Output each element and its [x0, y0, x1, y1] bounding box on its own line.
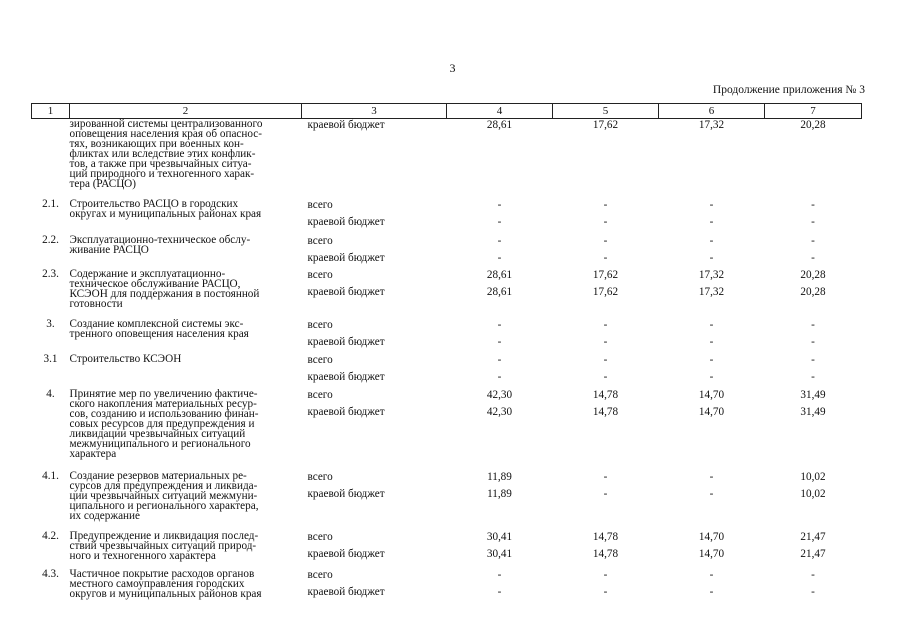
- row-number: 4.2.: [42, 529, 59, 542]
- row-name: [70, 199, 302, 235]
- table-row: [32, 269, 862, 319]
- value-cell-v7: [765, 354, 862, 389]
- value: -: [497, 198, 502, 211]
- value-cell-v5: [553, 235, 659, 269]
- row-number: 2.2.: [42, 233, 59, 246]
- funding-source: краевой бюджет: [307, 285, 385, 298]
- value-cell-v7: [765, 389, 862, 471]
- row-sources: [302, 471, 447, 531]
- row-number: 2.1.: [42, 197, 59, 210]
- value: 14,70: [698, 547, 725, 560]
- row-name: [70, 119, 302, 199]
- value-cell-v4: [447, 569, 553, 609]
- value: 17,62: [592, 119, 619, 131]
- value: -: [811, 568, 815, 581]
- value-cell-v5: [553, 531, 659, 569]
- value-cell-v5: [553, 319, 659, 354]
- value-cell-v7: [765, 269, 862, 319]
- value: 14,78: [592, 388, 619, 401]
- value: -: [497, 234, 502, 247]
- value-cell-v4: [447, 471, 553, 531]
- row-number: 3.: [46, 317, 55, 330]
- row-name: [70, 319, 302, 354]
- value: -: [603, 353, 608, 366]
- value: 14,78: [592, 530, 619, 543]
- value: -: [603, 234, 608, 247]
- row-name: [70, 269, 302, 319]
- row-name-text: зированной системы централизованного оповещения населения края об опаснос- тях, возникающих при военных кон- фликтах или вследствие этих конфлик- тов, а также при чрезвычайных ситуа- ций природного и техногенного харак- тера (РАСЦО): [69, 118, 263, 190]
- table-row: [32, 569, 862, 609]
- row-sources: [302, 531, 447, 569]
- value: 30,41: [486, 530, 513, 543]
- continuation-label: Продолжение приложения № 3: [712, 84, 865, 96]
- funding-source: краевой бюджет: [307, 405, 385, 418]
- value: -: [709, 335, 714, 348]
- value: 42,30: [486, 405, 513, 418]
- row-name-text: Строительство КСЭОН: [69, 352, 182, 365]
- value-cell-v7: [765, 199, 862, 235]
- funding-source: краевой бюджет: [307, 585, 385, 598]
- column-header: 4: [447, 104, 553, 119]
- page-number: 3: [449, 61, 456, 75]
- funding-source: всего: [307, 268, 333, 281]
- value: 28,61: [486, 285, 513, 298]
- row-name: [70, 354, 302, 389]
- value: -: [709, 487, 714, 500]
- budget-table: [31, 103, 862, 609]
- value: -: [603, 251, 608, 264]
- value: 20,28: [800, 285, 826, 298]
- value-cell-v7: [765, 319, 862, 354]
- value: -: [603, 585, 608, 598]
- value: -: [811, 370, 815, 383]
- value-cell-v4: [447, 269, 553, 319]
- value-cell-v7: [765, 531, 862, 569]
- value: 14,70: [698, 530, 725, 543]
- value: 14,70: [698, 388, 725, 401]
- value: 11,89: [487, 470, 512, 483]
- row-name: [70, 389, 302, 471]
- value-cell-v5: [553, 471, 659, 531]
- row-sources: [302, 235, 447, 269]
- table-row: [32, 531, 862, 569]
- funding-source: краевой бюджет: [307, 251, 385, 264]
- value: -: [603, 198, 608, 211]
- value: -: [497, 318, 502, 331]
- funding-source: всего: [307, 568, 333, 581]
- table-row: [32, 119, 862, 199]
- value: -: [603, 487, 608, 500]
- value: -: [709, 353, 714, 366]
- column-header: 2: [70, 104, 302, 119]
- value: -: [497, 568, 502, 581]
- value: -: [709, 370, 714, 383]
- table-row: [32, 389, 862, 471]
- value: -: [811, 318, 815, 331]
- row-name-text: Содержание и эксплуатационно- техническое обслуживание РАСЦО, КСЭОН для поддержания в постоянной готовности: [69, 267, 260, 310]
- row-number: 3.1: [43, 352, 58, 365]
- value: -: [603, 215, 608, 228]
- value-cell-v5: [553, 269, 659, 319]
- value: -: [811, 335, 815, 348]
- row-number: [32, 119, 70, 199]
- value: 14,70: [698, 405, 725, 418]
- value: -: [709, 585, 714, 598]
- value: 17,32: [698, 285, 725, 298]
- row-sources: [302, 199, 447, 235]
- value: 10,02: [800, 470, 826, 483]
- value: -: [497, 251, 502, 264]
- column-header: 6: [659, 104, 765, 119]
- value-cell-v5: [553, 119, 659, 199]
- table-row: [32, 235, 862, 269]
- value: 17,62: [592, 268, 619, 281]
- column-header: 1: [32, 104, 70, 119]
- value: -: [497, 585, 502, 598]
- row-number: 4.: [46, 387, 55, 400]
- value: -: [603, 335, 608, 348]
- value: -: [497, 335, 502, 348]
- funding-source: краевой бюджет: [307, 370, 385, 383]
- funding-source: всего: [307, 470, 333, 483]
- column-header: 5: [553, 104, 659, 119]
- funding-source: всего: [307, 530, 333, 543]
- row-name: [70, 531, 302, 569]
- value: -: [811, 215, 815, 228]
- value-cell-v6: [659, 235, 765, 269]
- column-header: 3: [302, 104, 447, 119]
- value-cell-v6: [659, 269, 765, 319]
- value: 42,30: [486, 388, 513, 401]
- value-cell-v6: [659, 319, 765, 354]
- value: 21,47: [800, 530, 826, 543]
- row-name-text: Частичное покрытие расходов органов местного самоуправления городских округов и муниципальных районов края: [69, 567, 262, 600]
- value-cell-v6: [659, 531, 765, 569]
- value: 20,28: [800, 119, 826, 131]
- value: -: [709, 251, 714, 264]
- value-cell-v5: [553, 569, 659, 609]
- value-cell-v4: [447, 235, 553, 269]
- row-number: 4.3.: [42, 567, 59, 580]
- value-cell-v4: [447, 119, 553, 199]
- value: -: [497, 353, 502, 366]
- value: 28,61: [486, 119, 513, 131]
- header-row: [32, 104, 862, 119]
- row-name-text: Принятие мер по увеличению фактиче- ского накопления материальных ресур- сов, созданию и использованию финан- совых ресурсов для предупреждения и ликвидации чрезвычайных ситуаций межмуниципального и регионального характера: [69, 387, 259, 460]
- column-header: 7: [765, 104, 862, 119]
- row-sources: [302, 389, 447, 471]
- value-cell-v5: [553, 199, 659, 235]
- value: -: [709, 318, 714, 331]
- value: -: [497, 370, 502, 383]
- value: 31,49: [800, 388, 826, 401]
- value-cell-v7: [765, 235, 862, 269]
- value: -: [811, 585, 815, 598]
- value: -: [603, 318, 608, 331]
- value-cell-v4: [447, 199, 553, 235]
- funding-source: всего: [307, 318, 333, 331]
- value-cell-v6: [659, 389, 765, 471]
- value-cell-v4: [447, 354, 553, 389]
- funding-source: всего: [307, 234, 333, 247]
- funding-source: краевой бюджет: [307, 335, 385, 348]
- value: 31,49: [800, 405, 826, 418]
- value: 30,41: [486, 547, 513, 560]
- funding-source: всего: [307, 198, 333, 211]
- row-name: [70, 235, 302, 269]
- value: -: [709, 568, 714, 581]
- row-name-text: Эксплуатационно-техническое обслу- живание РАСЦО: [69, 233, 251, 256]
- value-cell-v6: [659, 119, 765, 199]
- value-cell-v6: [659, 471, 765, 531]
- row-number: 2.3.: [42, 267, 59, 280]
- value: 14,78: [592, 547, 619, 560]
- row-sources: [302, 569, 447, 609]
- funding-source: краевой бюджет: [307, 547, 385, 560]
- value: -: [811, 234, 815, 247]
- value: 11,89: [487, 487, 512, 500]
- value: 10,02: [800, 487, 826, 500]
- value: 20,28: [800, 268, 826, 281]
- table-row: [32, 471, 862, 531]
- row-name: [70, 569, 302, 609]
- row-sources: [302, 269, 447, 319]
- value-cell-v4: [447, 389, 553, 471]
- row-number: 4.1.: [42, 469, 59, 482]
- value-cell-v6: [659, 354, 765, 389]
- row-name-text: Строительство РАСЦО в городских округах и муниципальных районах края: [69, 197, 262, 220]
- row-name-text: Создание резервов материальных ре- сурсов для предупреждения и ликвида- ции чрезвычайных ситуаций межмуни- ципального и регионального характера, их содержание: [69, 469, 259, 522]
- value: -: [709, 470, 714, 483]
- value: -: [811, 251, 815, 264]
- row-sources: [302, 319, 447, 354]
- funding-source: краевой бюджет: [307, 119, 385, 131]
- row-name-text: Предупреждение и ликвидация послед- ствий чрезвычайных ситуаций природ- ного и техногенного характера: [69, 529, 259, 562]
- table-row: [32, 319, 862, 354]
- value: 17,32: [698, 268, 725, 281]
- row-sources: [302, 119, 447, 199]
- value: 14,78: [592, 405, 619, 418]
- row-name: [70, 471, 302, 531]
- value-cell-v6: [659, 569, 765, 609]
- value: -: [811, 198, 815, 211]
- table-row: [32, 199, 862, 235]
- value-cell-v6: [659, 199, 765, 235]
- value: -: [497, 215, 502, 228]
- value: 28,61: [486, 268, 513, 281]
- value: 17,32: [698, 119, 725, 131]
- funding-source: всего: [307, 353, 333, 366]
- table-row: [32, 354, 862, 389]
- value: -: [603, 568, 608, 581]
- value-cell-v7: [765, 471, 862, 531]
- funding-source: краевой бюджет: [307, 215, 385, 228]
- value-cell-v4: [447, 531, 553, 569]
- row-name-text: Создание комплексной системы экс- тренного оповещения населения края: [69, 317, 249, 340]
- value: -: [603, 470, 608, 483]
- funding-source: всего: [307, 388, 333, 401]
- value: -: [811, 353, 815, 366]
- value-cell-v5: [553, 389, 659, 471]
- value-cell-v5: [553, 354, 659, 389]
- value: -: [709, 215, 714, 228]
- value-cell-v7: [765, 569, 862, 609]
- row-sources: [302, 354, 447, 389]
- value: -: [709, 234, 714, 247]
- value: -: [603, 370, 608, 383]
- value-cell-v4: [447, 319, 553, 354]
- value: -: [709, 198, 714, 211]
- value-cell-v7: [765, 119, 862, 199]
- value: 21,47: [800, 547, 826, 560]
- funding-source: краевой бюджет: [307, 487, 385, 500]
- value: 17,62: [592, 285, 619, 298]
